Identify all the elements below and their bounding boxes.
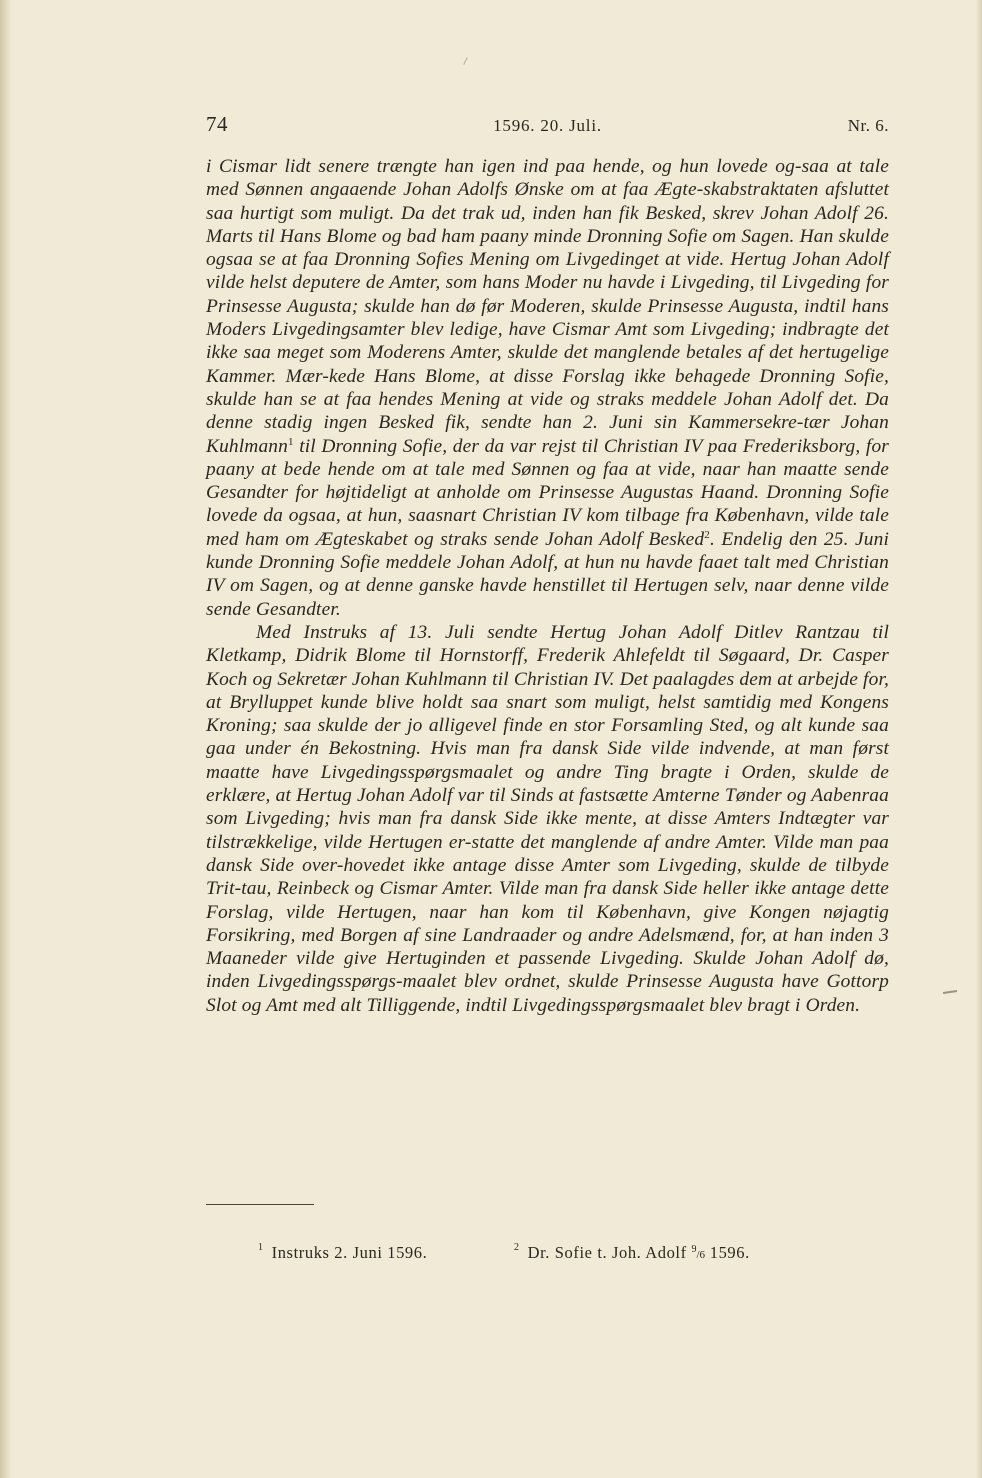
- main-text: [206, 155, 889, 1017]
- footnote-divider: [206, 1204, 314, 1205]
- footnote-2-date-fraction: $^9$/6: [691, 1244, 705, 1261]
- running-head-date: 1596. 20. Juli.: [493, 116, 602, 135]
- footnote-2-text-b: 1596.: [705, 1243, 750, 1262]
- footnote-2-fraction-denominator: 6: [699, 1249, 705, 1261]
- footnote-2: [514, 1243, 750, 1263]
- document-number: Nr. 6.: [847, 116, 889, 135]
- paragraph-1-part-b: til Dronning Sofie, der da var rejst til Christian IV paa Frederiksborg, for paany at bede hende om at tale med Sønnen og faa at vide, naar han maatte sende Gesandter for højtideligt at anholde om Prinsesse Augustas Haand. Dronning Sofie lovede da ogsaa, at hun, saasnart Christian IV kom tilbage fra København, vilde tale med ham om Ægteskabet og straks sende Johan Adolf Besked: [206, 435, 889, 550]
- footnote-1-mark: 1: [258, 1242, 264, 1253]
- footnote-1: [258, 1243, 427, 1263]
- stray-mark-top: [463, 57, 467, 65]
- page-number: 74: [206, 112, 228, 136]
- footnote-1-text: Instruks 2. Juni 1596.: [271, 1243, 428, 1262]
- footnote-ref-1: 1: [288, 435, 294, 448]
- paragraph-1-part-a: i Cismar lidt senere trængte han igen ind paa hende, og hun lovede og-saa at tale med Sønnen angaaende Johan Adolfs Ønske om at faa Ægte-skabstraktaten afsluttet saa hurtigt som muligt. Da det trak ud, inden han fik Besked, skrev Johan Adolf 26. Marts til Hans Blome og bad ham paany minde Dronning Sofie om Sagen. Han skulde ogsaa se at faa Dronning Sofies Mening om Livgedinget at vide. Hertug Johan Adolf vilde helst deputere de Amter, som hans Moder nu havde i Livgeding, til Livgeding for Prinsesse Augusta; skulde han dø før Moderen, skulde Prinsesse Augusta, indtil hans Moders Livgedingsamter blev ledige, have Cismar Amt som Livgeding; indbragte det ikke saa meget som Moderens Amter, skulde det manglende betales af det hertugelige Kammer. Mær-kede Hans Blome, at disse Forslag ikke behagede Dronning Sofie, skulde han se at faa hendes Mening at vide og straks meddele Johan Adolf det. Da denne stadig ingen Besked fik, sendte han 2. Juni sin Kammersekre-tær Johan Kuhlmann: [206, 156, 889, 457]
- page-header: [206, 112, 889, 142]
- page-edge-left: [0, 0, 12, 1478]
- page-edge-right: [976, 0, 982, 1478]
- paragraph-2: Med Instruks af 13. Juli sendte Hertug Johan Adolf Ditlev Rantzau til Kletkamp, Didrik Blome til Hornstorff, Frederik Ahlefeldt til Søgaard, Dr. Casper Koch og Sekretær Johan Kuhlmann til Christian IV. Det paalagdes dem at arbejde for, at Brylluppet kunde blive holdt saa snart som muligt, helst samtidig med Kongens Kroning; saa skulde der jo alligevel finde en stor Forsamling Sted, og alt kunde saa gaa under én Bekostning. Hvis man fra dansk Side vilde indvende, at man først maatte have Livgedingsspørgsmaalet og andre Ting bragte i Orden, skulde de erklære, at Hertug Johan Adolf var til Sinds at fastsætte Amterne Tønder og Aabenraa som Livgeding; hvis man fra dansk Side ikke mente, at disse Amters Indtægter var tilstrækkelige, vilde Hertugen er-statte det manglende af andre Amter. Vilde man paa dansk Side over-hovedet ikke antage disse Amter som Livgeding, skulde de tilbyde Trit-tau, Reinbeck og Cismar Amter. Vilde man fra dansk Side heller ikke antage dette Forslag, vilde Hertugen, naar han kom til København, give Kongen nøjagtig Forsikring, med Borgen af sine Landraader og andre Adelsmænd, for, at han inden 3 Maaneder vilde give Hertuginden et passende Livgeding. Skulde Johan Adolf dø, inden Livgedingsspørgs-maalet blev ordnet, skulde Prinsesse Augusta have Gottorp Slot og Amt med alt Tilliggende, indtil Livgedingsspørgsmaalet blev bragt i Orden.: [206, 621, 889, 1016]
- footnote-2-mark: 2: [514, 1242, 520, 1253]
- footnote-2-text-a: Dr. Sofie t. Joh. Adolf: [527, 1243, 692, 1262]
- footnote-2-fraction-numerator: 9: [691, 1244, 697, 1255]
- footnote-ref-2: 2: [704, 528, 710, 541]
- paragraph-1: [206, 155, 889, 621]
- paragraph-1-part-c: . Endelig den 25. Juni kunde Dronning Sofie meddele Johan Adolf, at hun nu havde faaet talt med Christian IV om Sagen, og at denne ganske havde henstillet til Hertugen selv, naar denne vilde sende Gesandter.: [206, 528, 889, 620]
- margin-mark: [943, 990, 957, 994]
